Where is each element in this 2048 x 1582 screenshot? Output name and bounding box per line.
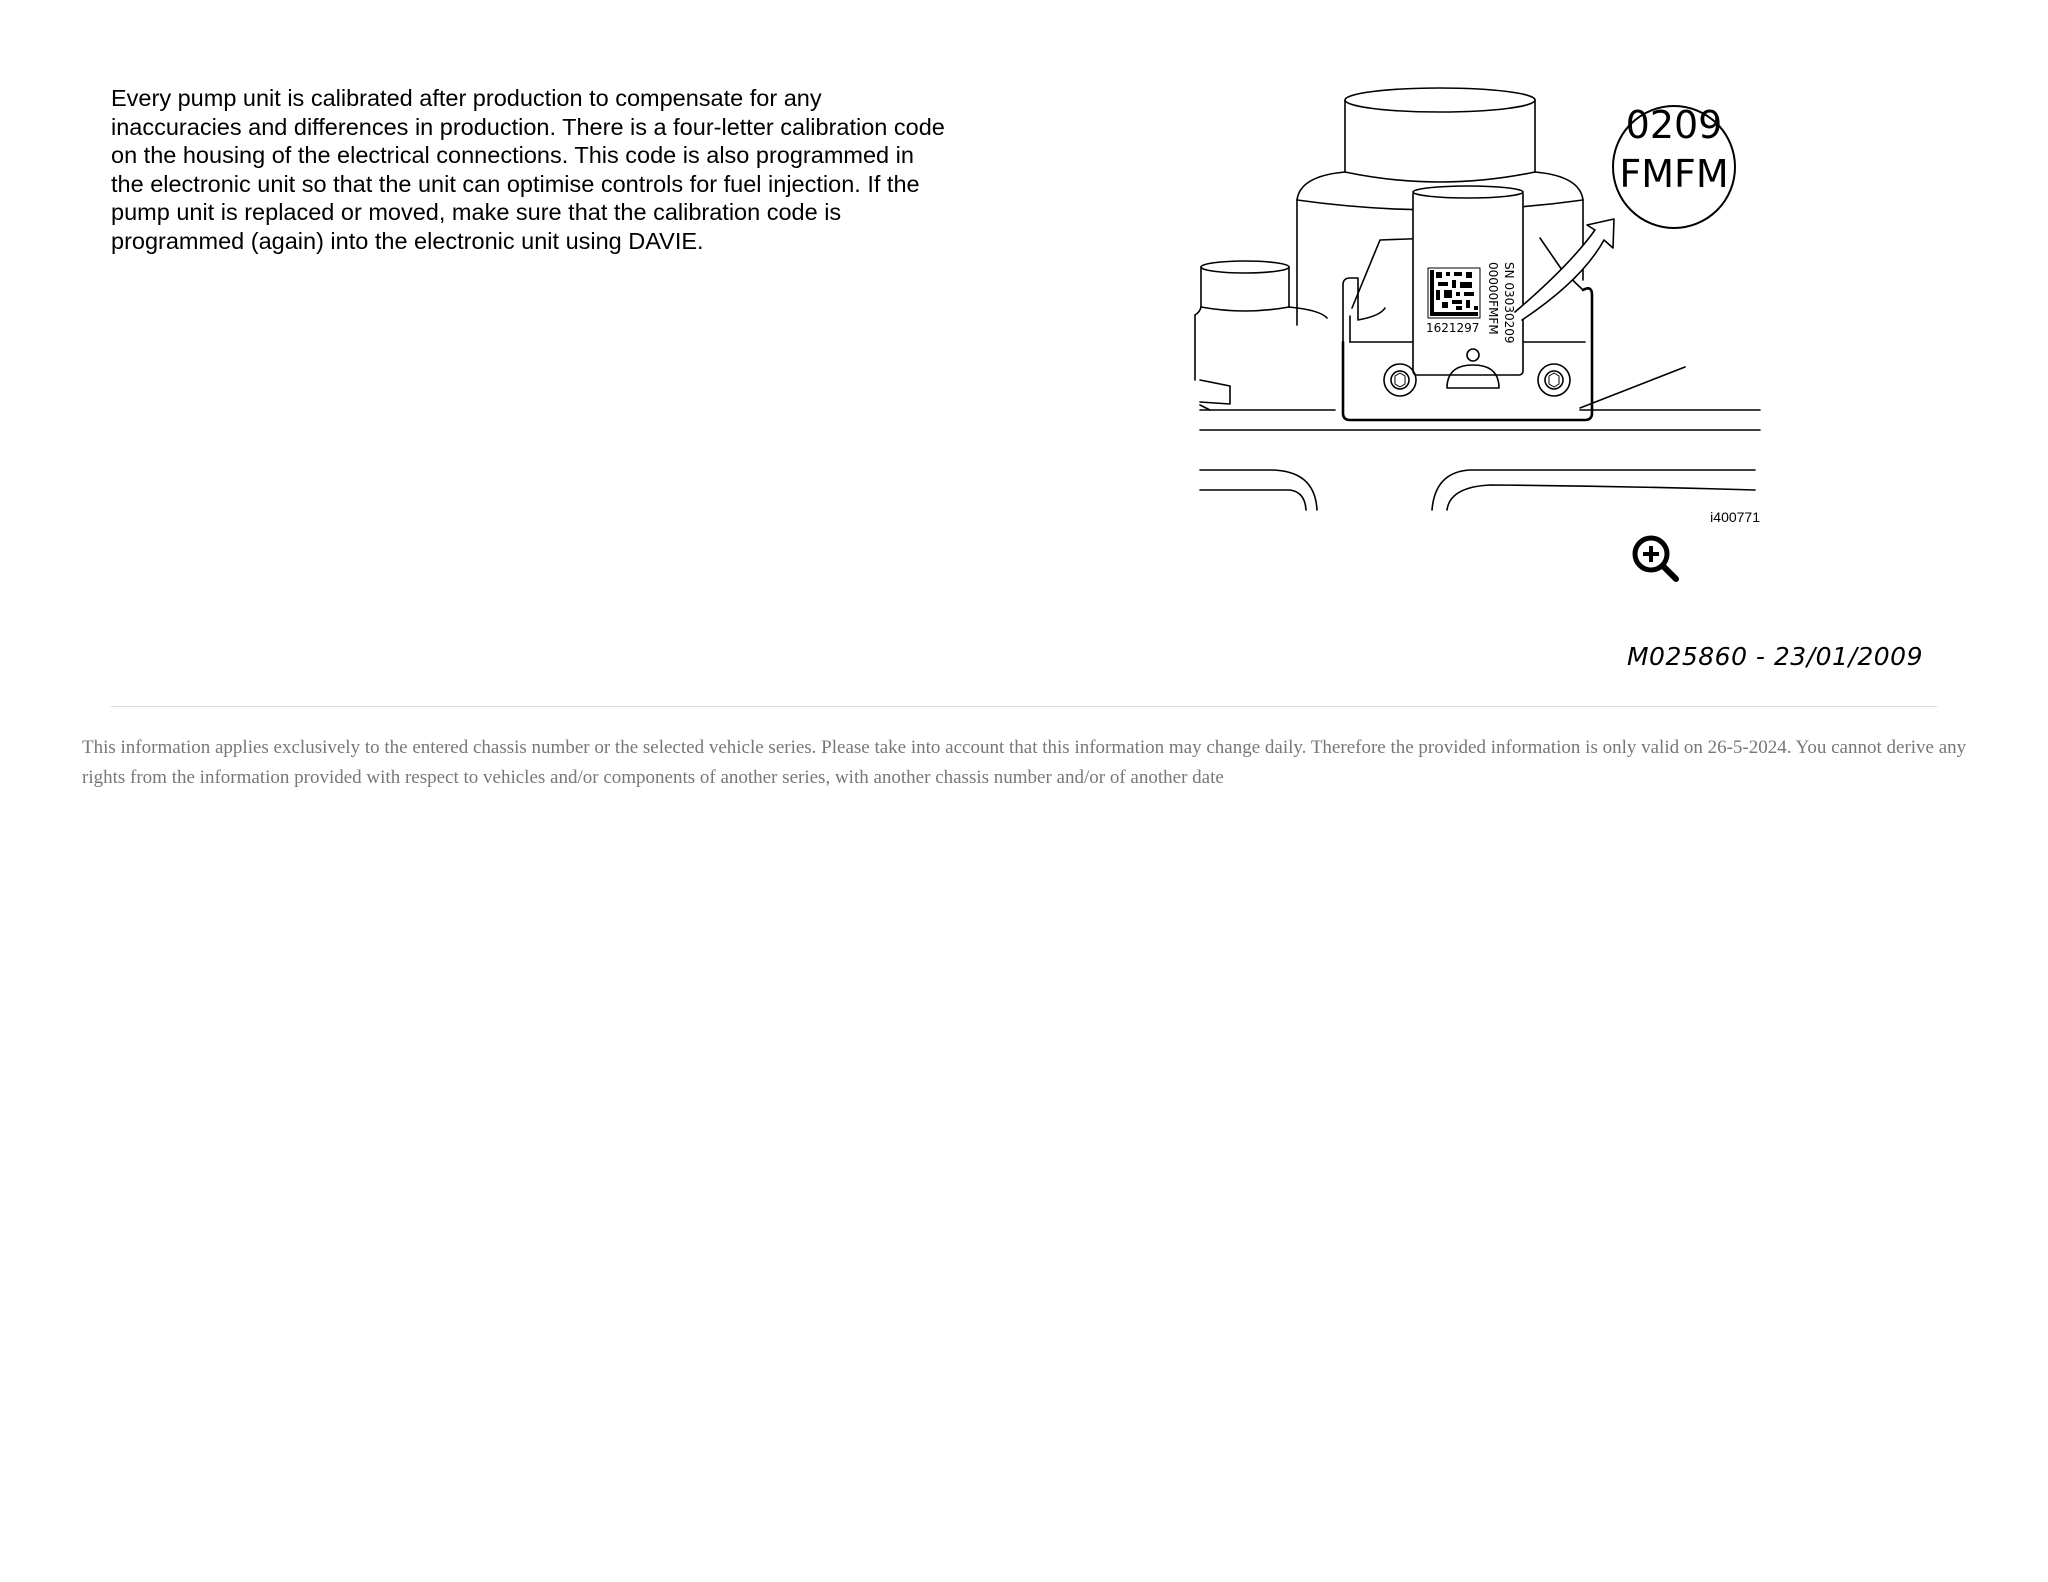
document-reference: M025860 - 23/01/2009	[1626, 642, 1923, 671]
pump-unit-illustration	[1200, 80, 1765, 525]
part-number: 1621297	[1426, 321, 1480, 335]
data-matrix-code	[1428, 268, 1480, 318]
disclaimer-text: This information applies exclusively to the entered chassis number or the selected vehicle series. Please take into account that this information may change daily. Therefore the provided information is only valid on 26-5-2024. You cannot derive any rights from the information provided with respect to vehicles and/or components of another series, with another chassis number and/or of another date	[82, 737, 1967, 788]
callout-code: FMFM	[1619, 152, 1729, 196]
callout-arrow	[1515, 219, 1614, 320]
left-bolt	[1384, 364, 1416, 396]
code-line: 00000FMFM	[1486, 262, 1500, 335]
zoom-in-icon	[1630, 533, 1682, 585]
separator-line	[111, 706, 1937, 707]
calibration-description: Every pump unit is calibrated after production to compensate for any inaccuracies and differences in production. There is a four-letter calibration code on the housing of the electrical connections. This code is also programmed in the electronic unit so that the unit can optimise controls for fuel injection. If the pump unit is replaced or moved, make sure that the calibration code is programmed (again) into the electronic unit using DAVIE.	[111, 85, 945, 254]
callout-number: 0209	[1625, 103, 1723, 147]
zoom-in-button[interactable]	[1630, 533, 1682, 585]
pump-top-cap	[1345, 88, 1535, 112]
serial-line: SN 03030209	[1502, 262, 1516, 344]
right-bolt	[1538, 364, 1570, 396]
image-id: i400771	[1710, 509, 1760, 525]
